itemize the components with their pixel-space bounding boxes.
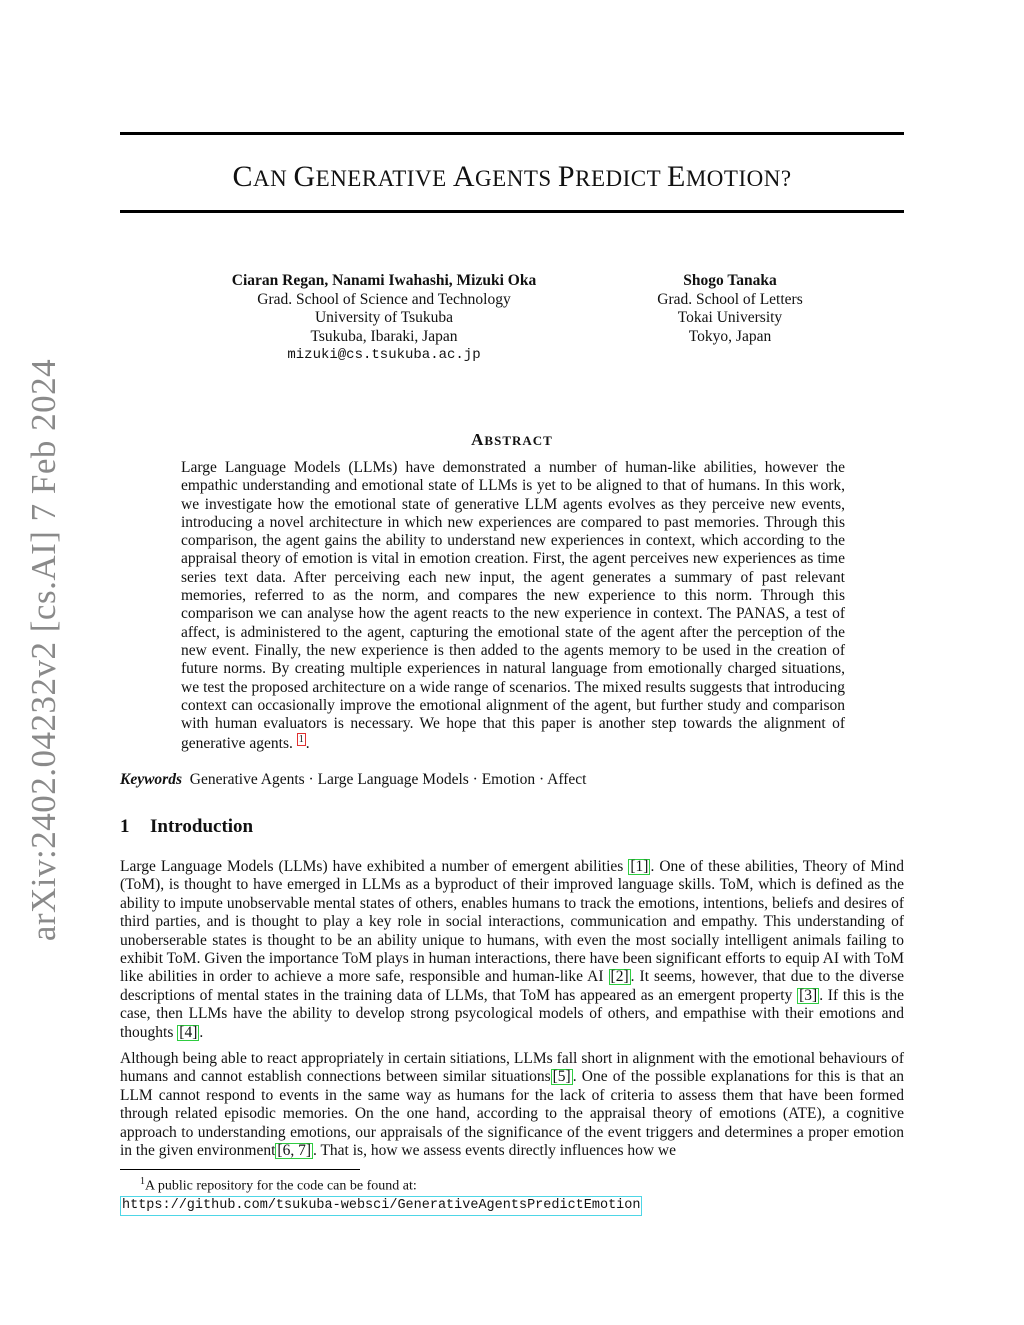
title-bottom-rule bbox=[120, 210, 904, 213]
author-names: Shogo Tanaka bbox=[683, 272, 777, 289]
footnote-rule bbox=[120, 1169, 360, 1170]
citation-link[interactable]: [2] bbox=[610, 968, 629, 986]
paper-title: CAN GENERATIVE AGENTS PREDICT EMOTION? bbox=[232, 160, 792, 193]
keywords-line bbox=[120, 771, 586, 789]
author-block-tsukuba bbox=[204, 272, 564, 365]
abstract-body: Large Language Models (LLMs) have demonstrated a number of human-like abilities, however the empathic understanding and emotional state of LLMs is yet to be aligned to that of humans. In this work, we investigate how the emotional state of generative LLM agents evolves as they perceive new events, introducing a novel architecture in which new experiences are compared to past memories. Through this comparison, the agent gains the ability to understand new experiences in context, which according to the appraisal theory of emotion is vital in emotion creation. First, the agent perceives new experiences as time series text data. After perceiving each new input, the agent generates a summary of past relevant memories, referred to as the norm, and compares the new experience to this norm. Through this comparison we can analyse how the agent reacts to the new experience in context. The PANAS, a test of affect, is administered to the agent, capturing the emotional state of the agent after the perception of the new event. Finally, the new experience is then added to the agents memory to be used in the creation of future norms. By creating multiple experiences in natural language from emotionally charged situations, we test the proposed architecture on a wide range of scenarios. The mixed results suggests that introducing context can occasionally improve the emotional alignment of the agent, but further study and comparison with human evaluators is necessary. We hope that this paper is another step towards the alignment of generative agents. 1 . bbox=[181, 459, 845, 753]
citation-link[interactable]: [5] bbox=[552, 1068, 571, 1086]
citation-link[interactable]: [3] bbox=[799, 986, 818, 1004]
citation-link[interactable]: [6, 7] bbox=[277, 1142, 311, 1160]
abstract-heading: ABSTRACT bbox=[471, 430, 553, 449]
title-top-rule bbox=[120, 132, 904, 135]
arxiv-identifier: arXiv:2402.04232v2 [cs.AI] 7 Feb 2024 bbox=[24, 358, 63, 942]
keywords-label: Keywords bbox=[120, 771, 182, 788]
intro-paragraph-1: Large Language Models (LLMs) have exhibited a number of emergent abilities [1] . One of these abilities, Theory of Mind (ToM), is thought to have emerged in LLMs as a byproduct of their improved language skills. ToM, which is defined as the ability to impute unobservable mental states of others, enables humans to track the emotions, intentions, beliefs and desires of third parties, and is thought to play a key role in social interactions, communication and empathy. This understanding of unoberserable states is thought to be an ability unique to humans, with even the most socially intelligent animals failing to exhibit ToM. Given the importance ToM plays in human interactions, there have been significant efforts to equip AI with ToM like abilities in order to achieve a more safe, responsible and human-like AI [2] . It seems, however, that due to the diverse descriptions of mental states in the training data of LLMs, that ToM has appeared as an emergent property [3] . If this is the case, then LLMs have the ability to develop strong psycological models of others, and empathise with their emotions and thoughts [4] . bbox=[120, 858, 904, 1041]
author-location: Tokyo, Japan bbox=[688, 327, 772, 345]
author-affiliation: Grad. School of Science and Technology bbox=[257, 290, 511, 308]
footnote-reference[interactable]: 1 bbox=[298, 734, 304, 746]
footnote: $^1$A public repository for the code can be found at: https://github.com/tsukuba-websci/GenerativeAgentsPredictEmotion bbox=[120, 1173, 642, 1216]
intro-paragraph-2: Although being able to react appropriately in certain sitiations, LLMs fall short in alignment with the emotional behaviours of humans and cannot establish connections between similar situations [5] . One of the possible explanations for this is that an LLM cannot respond to events in the same way as humans for the lack of criteria to assess them that have been formed through related episodic memories. On the one hand, according to the appraisal theory of emotions (ATE), a cognitive approach to understanding emotions, our appraisals of the significance of the event triggers and determines a proper emotion in the given environment [6, 7] . That is, how we assess events directly influences how we bbox=[120, 1050, 905, 1160]
citation-link[interactable]: [4] bbox=[179, 1023, 198, 1041]
author-location: Tsukuba, Ibaraki, Japan bbox=[310, 327, 458, 345]
author-names: Ciaran Regan, Nanami Iwahashi, Mizuki Oka bbox=[231, 272, 537, 289]
author-email[interactable]: mizuki@cs.tsukuba.ac.jp bbox=[287, 347, 481, 363]
author-institution: Tokai University bbox=[677, 309, 783, 326]
keywords-list: Generative Agents · Large Language Models · Emotion · Affect bbox=[189, 771, 587, 788]
repository-link[interactable]: https://github.com/tsukuba-websci/GenerativeAgentsPredictEmotion bbox=[120, 1196, 642, 1216]
author-institution: University of Tsukuba bbox=[314, 309, 454, 326]
citation-link[interactable]: [1] bbox=[630, 858, 649, 875]
author-affiliation: Grad. School of Letters bbox=[657, 290, 803, 308]
section-heading-introduction: 1 Introduction bbox=[120, 816, 254, 837]
author-block-tokai bbox=[630, 272, 830, 346]
